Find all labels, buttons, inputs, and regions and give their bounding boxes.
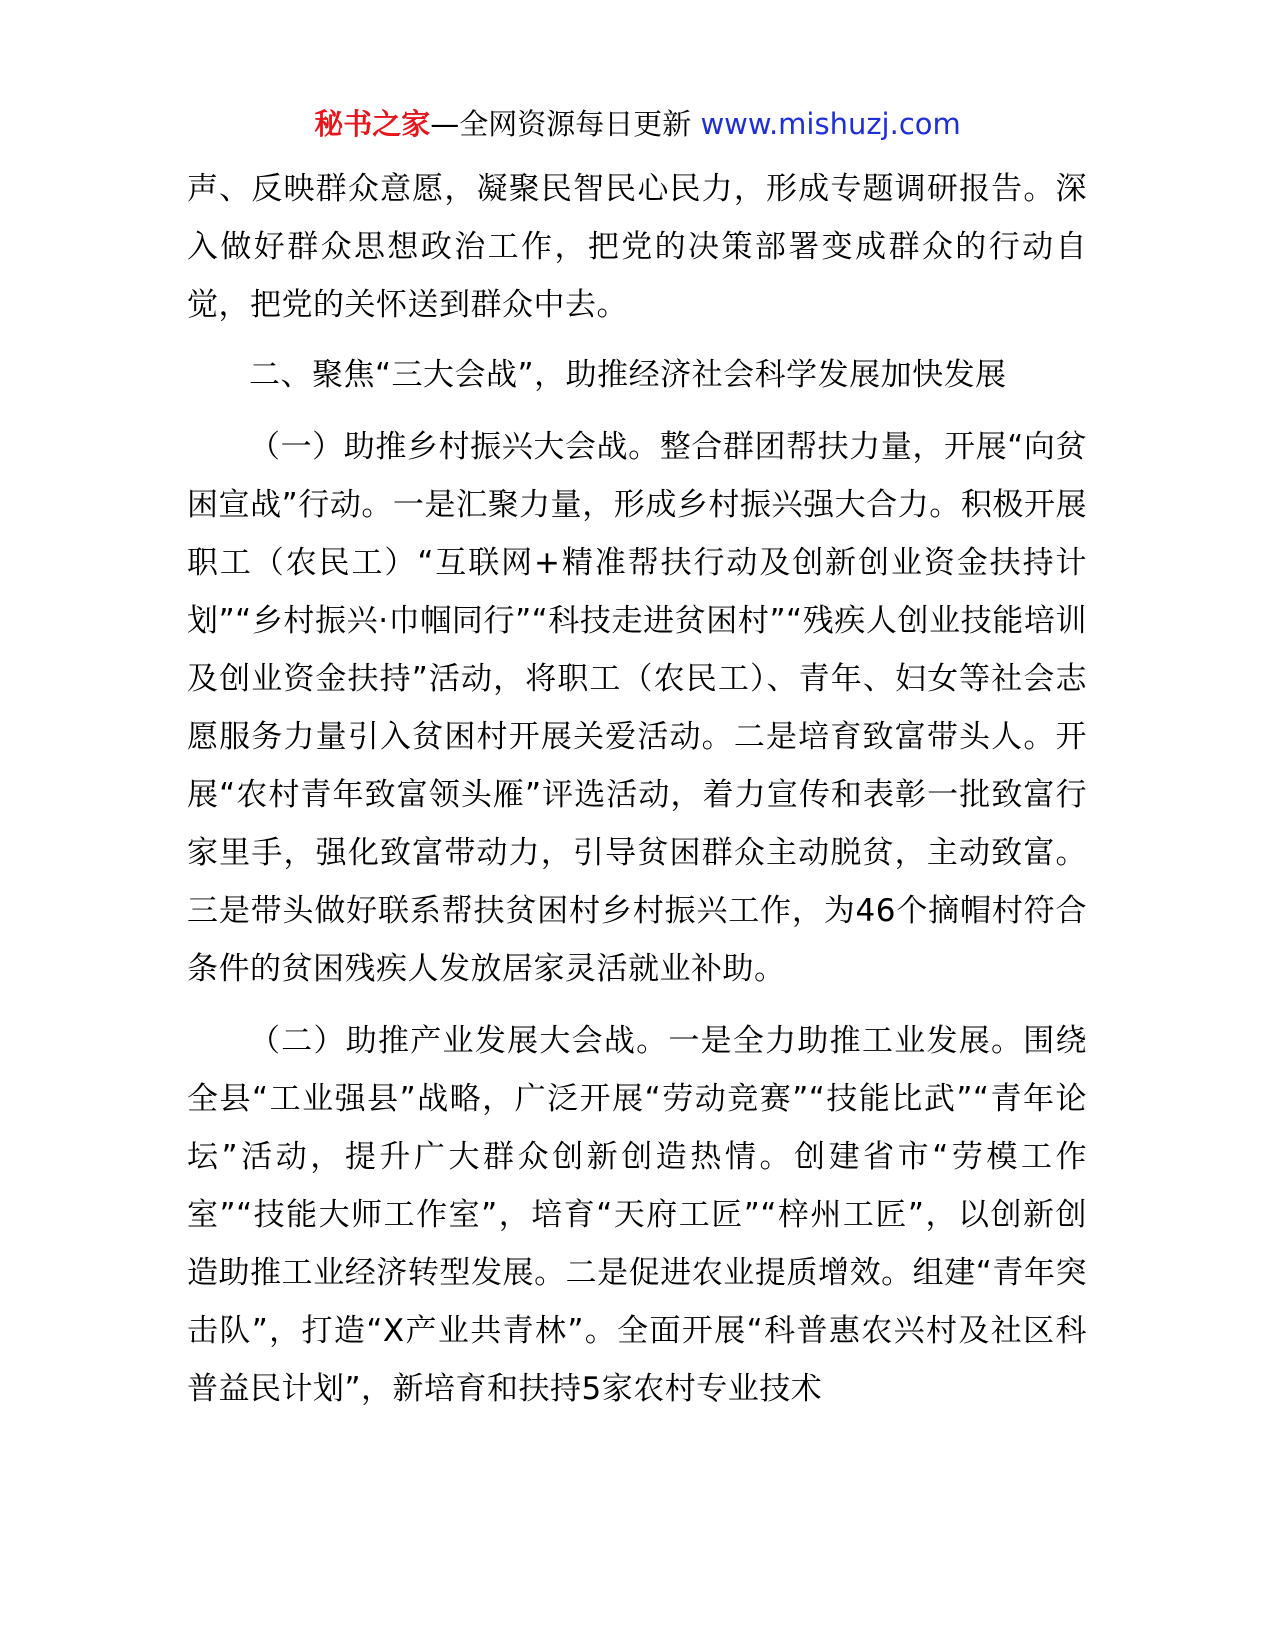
header-tagline: —全网资源每日更新 — [430, 107, 692, 141]
page-header — [0, 104, 1275, 144]
paragraph-industry-development: （二）助推产业发展大会战。一是全力助推工业发展。围绕全县“工业强县”战略，广泛开展“劳动竞赛”“技能比武”“青年论坛”活动，提升广大群众创新创造热情。创建省市“劳模工作室”“技能大师工作室”，培育“天府工匠”“梓州工匠”，以创新创造助推工业经济转型发展。二是促进农业提质增效。组建“青年突击队”，打造“X产业共青林”。全面开展“科普惠农兴村及社区科普益民计划”，新培育和扶持5家农村专业技术 — [187, 1023, 1087, 1407]
brand-name: 秘书之家 — [314, 107, 431, 141]
paragraph-rural-revitalization: （一）助推乡村振兴大会战。整合群团帮扶力量，开展“向贫困宣战”行动。一是汇聚力量，形成乡村振兴强大合力。积极开展职工（农民工）“互联网+精准帮扶行动及创新创业资金扶持计划”“乡村振兴·巾帼同行”“科技走进贫困村”“残疾人创业技能培训及创业资金扶持”活动，将职工（农民工）、青年、妇女等社会志愿服务力量引入贫困村开展关爱活动。二是培育致富带头人。开展“农村青年致富领头雁”评选活动，着力宣传和表彰一批致富行家里手，强化致富带动力，引导贫困群众主动脱贫，主动致富。三是带头做好联系帮扶贫困村乡村振兴工作，为46个摘帽村符合条件的贫困残疾人发放居家灵活就业补助。 — [187, 429, 1087, 987]
header-url-link[interactable]: www.mishuzj.com — [700, 107, 961, 141]
paragraph-continuation: 声、反映群众意愿，凝聚民智民心民力，形成专题调研报告。深入做好群众思想政治工作，把党的决策部署变成群众的行动自觉，把党的关怀送到群众中去。 — [187, 171, 1087, 323]
document-body — [187, 160, 1087, 1418]
section-heading: 二、聚焦“三大会战”，助推经济社会科学发展加快发展 — [249, 357, 1007, 393]
